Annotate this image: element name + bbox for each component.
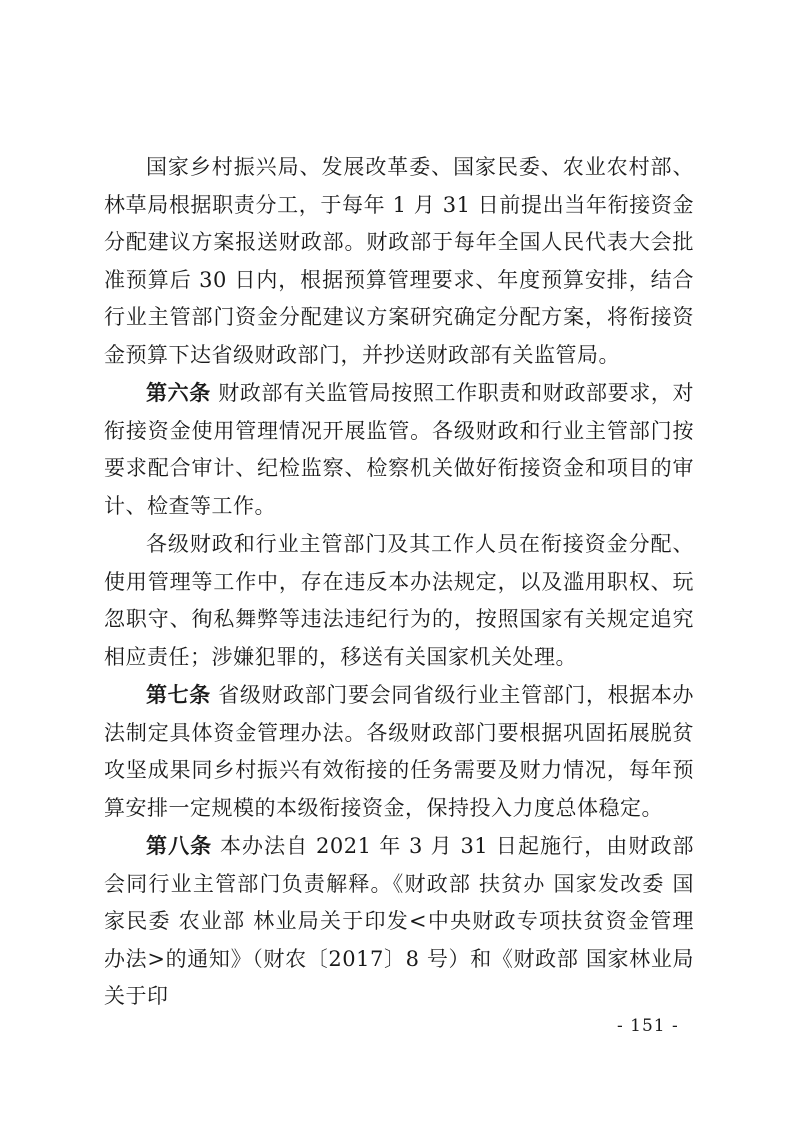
article-heading: 第七条 (146, 682, 211, 707)
article-heading: 第八条 (146, 833, 213, 858)
paragraph-text: 省级财政部门要会同省级行业主管部门，根据本办法制定具体资金管理办法。各级财政部门要根据巩固拓展脱贫攻坚成果同乡村振兴有效衔接的任务需要及财力情况，每年预算安排一定规模的本级衔接资金，保持投入力度总体稳定。 (104, 683, 694, 820)
paragraph-1 (104, 148, 694, 374)
paragraph-text: 各级财政和行业主管部门及其工作人员在衔接资金分配、使用管理等工作中，存在违反本办法规定，以及滥用职权、玩忽职守、徇私舞弊等违法违纪行为的，按照国家有关规定追究相应责任；涉嫌犯罪的，移送有关国家机关处理。 (104, 532, 694, 669)
page-number: - 151 - (617, 1016, 679, 1036)
paragraph-article-7 (104, 676, 694, 827)
article-heading: 第六条 (146, 380, 211, 405)
paragraph-text: 财政部有关监管局按照工作职责和财政部要求，对衔接资金使用管理情况开展监管。各级财政和行业主管部门按要求配合审计、纪检监察、检察机关做好衔接资金和项目的审计、检查等工作。 (104, 381, 694, 518)
paragraph-text: 国家乡村振兴局、发展改革委、国家民委、农业农村部、林草局根据职责分工，于每年 1 月 31 日前提出当年衔接资金分配建议方案报送财政部。财政部于每年全国人民代表大会批准预算后 30 日内，根据预算管理要求、年度预算安排，结合行业主管部门资金分配建议方案研究确定分配方案，将衔接资金预算下达省级财政部门，并抄送财政部有关监管局。 (104, 155, 694, 367)
document-body (104, 148, 694, 1016)
paragraph-article-6 (104, 374, 694, 525)
paragraph-text: 本办法自 2021 年 3 月 31 日起施行，由财政部会同行业主管部门负责解释。《财政部 扶贫办 国家发改委 国家民委 农业部 林业局关于印发<中央财政专项扶贫资金管理办法>的通知》（财农〔2017〕8 号）和《财政部 国家林业局关于印 (104, 834, 694, 1008)
paragraph-article-8 (104, 827, 694, 1016)
paragraph-3 (104, 525, 694, 676)
